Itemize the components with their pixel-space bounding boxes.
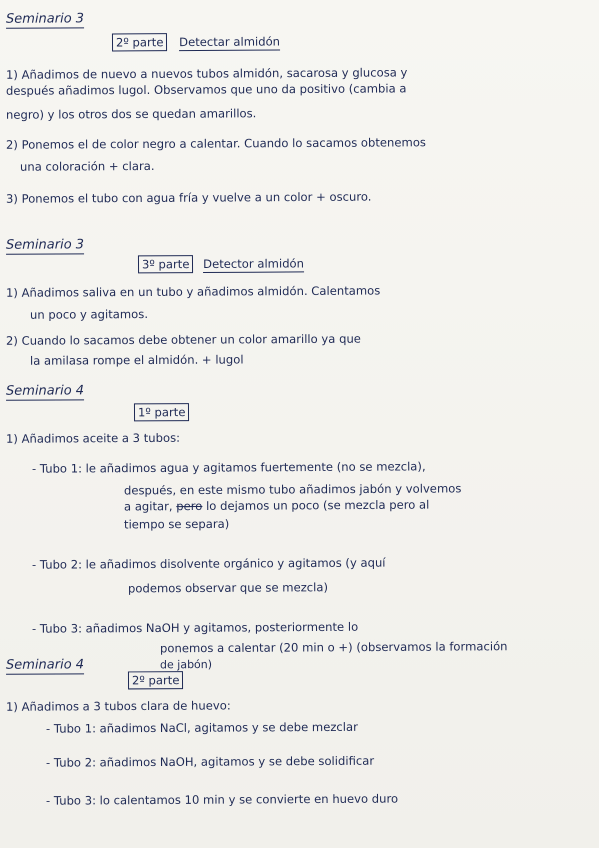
step-line: después añadimos lugol. Observamos que uno da positivo (cambia a	[5, 81, 407, 98]
tube-line: tiempo se separa)	[123, 516, 230, 532]
section-title	[6, 380, 599, 399]
tube-line: - Tubo 3: añadimos NaOH y agitamos, posteriormente lo	[31, 619, 359, 636]
section-title-text: Seminario 4	[5, 383, 85, 399]
section-title-text: Seminario 3	[5, 11, 85, 27]
section-title	[6, 8, 599, 27]
intro-line: 1) Añadimos aceite a 3 tubos:	[5, 430, 181, 446]
section-part	[138, 253, 599, 274]
tube-line: - Tubo 1: le añadimos agua y agitamos fuertemente (no se mezcla),	[31, 459, 426, 476]
section-title-text: Seminario 3	[5, 237, 85, 253]
tube-line: podemos observar que se mezcla)	[127, 580, 329, 596]
intro-line: 1) Añadimos a 3 tubos clara de huevo:	[5, 698, 231, 714]
part-subtitle: Detectar almidón	[179, 34, 281, 50]
step-line: 3) Ponemos el tubo con agua fría y vuelve a un color + oscuro.	[5, 189, 372, 206]
tube-line-composite	[124, 497, 599, 515]
tube-line: ponemos a calentar (20 min o +) (observamos la formación	[159, 639, 508, 656]
part-box: 2º parte	[128, 671, 184, 689]
tube-line: - Tubo 2: añadimos NaOH, agitamos y se debe solidificar	[45, 753, 375, 770]
tube-line: - Tubo 1: añadimos NaCl, agitamos y se debe mezclar	[45, 719, 358, 736]
step-line: negro) y los otros dos se quedan amarillos.	[5, 106, 257, 122]
step-line: 1) Añadimos de nuevo a nuevos tubos almidón, sacarosa y glucosa y	[5, 65, 408, 82]
section-part	[128, 669, 599, 690]
part-box: 2º parte	[112, 33, 168, 51]
tube-text: a agitar,	[123, 499, 173, 514]
tube-text: lo dejamos un poco (se mezcla pero al	[206, 497, 430, 513]
step-line: la amilasa rompe el almidón. + lugol	[29, 352, 244, 368]
part-box: 3º parte	[138, 255, 194, 273]
section-part	[134, 401, 599, 422]
tube-line: - Tubo 2: le añadimos disolvente orgánico y agitamos (y aquí	[31, 555, 386, 572]
struck-word: pero	[176, 498, 203, 514]
tube-line: después, en este mismo tubo añadimos jabón y volvemos	[123, 481, 462, 498]
step-line: un poco y agitamos.	[29, 307, 149, 322]
part-box: 1º parte	[134, 403, 190, 421]
part-subtitle: Detector almidón	[203, 256, 305, 272]
step-line: 2) Cuando lo sacamos debe obtener un color amarillo ya que	[5, 331, 361, 348]
section-title	[6, 234, 599, 253]
step-line: 2) Ponemos el de color negro a calentar. Cuando lo sacamos obtenemos	[5, 135, 426, 152]
section-part	[112, 31, 599, 52]
tube-line: - Tubo 3: lo calentamos 10 min y se convierte en huevo duro	[45, 791, 399, 808]
step-line: una coloración + clara.	[19, 158, 155, 174]
section-title-text: Seminario 4	[5, 657, 85, 673]
tube-line: de jabón)	[159, 658, 213, 672]
step-line: 1) Añadimos saliva en un tubo y añadimos almidón. Calentamos	[5, 283, 381, 300]
